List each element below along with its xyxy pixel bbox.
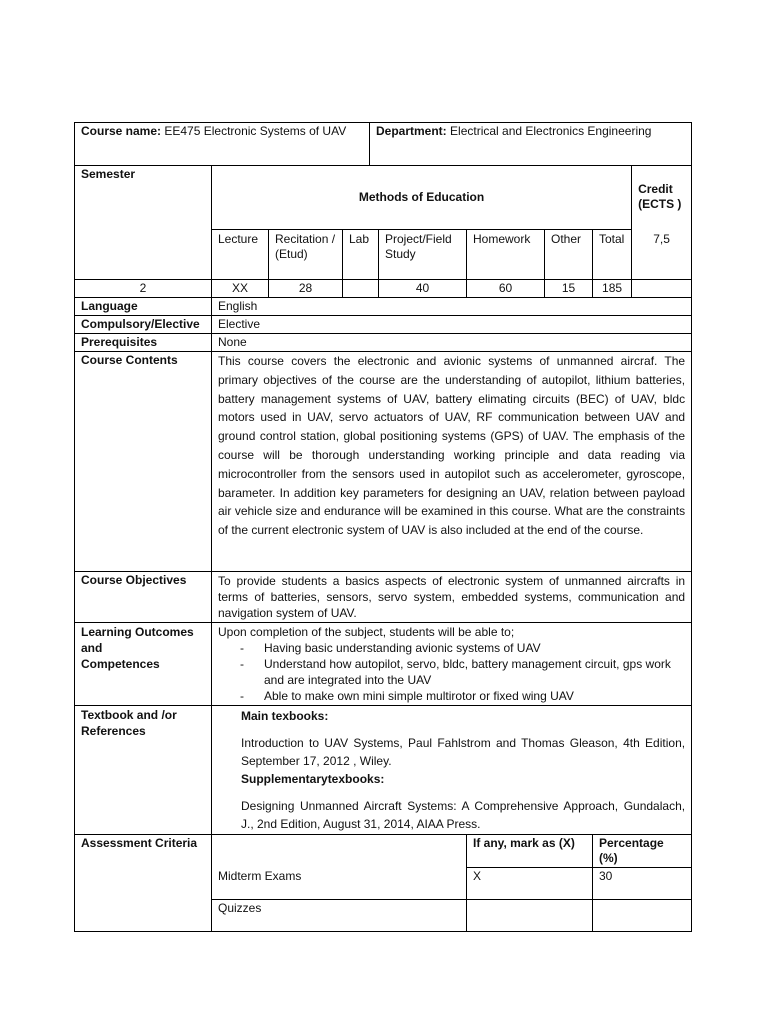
assessment-item-name: Midterm Exams — [212, 868, 467, 900]
course-details-table — [74, 165, 692, 932]
learning-outcomes-label — [75, 623, 212, 706]
val-recitation: 28 — [269, 280, 343, 298]
semester-label: Semester — [75, 166, 212, 280]
list-item: - Able to make own mini simple multirotor or fixed wing UAV — [240, 688, 685, 704]
course-objectives-label: Course Objectives — [75, 572, 212, 623]
department-value: Electrical and Electronics Engineering — [446, 124, 652, 138]
department-label: Department: — [376, 124, 447, 138]
prerequisites-label: Prerequisites — [75, 334, 212, 352]
course-name-cell — [75, 123, 370, 166]
compulsory-label: Compulsory/Elective — [75, 316, 212, 334]
learning-outcomes-label-1: Learning Outcomes — [81, 625, 194, 639]
val-lecture: XX — [212, 280, 269, 298]
supplementary-textbook-reference: Designing Unmanned Aircraft Systems: A Comprehensive Approach, Gundalach, J., 2nd Edition, August 31, 2014, AIAA Press. — [241, 799, 686, 831]
val-other: 15 — [545, 280, 593, 298]
val-project: 40 — [379, 280, 467, 298]
assessment-item-percentage: 30 — [593, 868, 692, 900]
assessment-item-percentage — [593, 900, 692, 932]
learning-outcomes-intro: Upon completion of the subject, students will be able to; — [218, 625, 515, 639]
assessment-percentage-header: Percentage (%) — [593, 835, 692, 868]
learning-outcomes-value — [212, 623, 692, 706]
assessment-item-name: Quizzes — [212, 900, 467, 932]
department-cell — [370, 123, 692, 166]
assessment-mark-header: If any, mark as (X) — [467, 835, 593, 868]
course-objectives-value: To provide students a basics aspects of electronic system of unmanned aircrafts in terms of batteries, sensors, servo system, embedded systems, communication and navigation system of UAV. — [212, 572, 692, 623]
language-label: Language — [75, 298, 212, 316]
val-lab — [343, 280, 379, 298]
credit-label — [632, 166, 692, 280]
textbook-label: Textbook and /or References — [75, 706, 212, 835]
textbook-value — [212, 706, 692, 835]
course-name-value: EE475 Electronic Systems of UAV — [161, 124, 347, 138]
credit-spacer — [632, 280, 692, 298]
col-homework: Homework — [467, 230, 545, 280]
col-recitation: Recitation / (Etud) — [269, 230, 343, 280]
col-lab: Lab — [343, 230, 379, 280]
language-value: English — [212, 298, 692, 316]
val-total: 185 — [593, 280, 632, 298]
semester-value: 2 — [75, 280, 212, 298]
course-name-label: Course name: — [81, 124, 162, 138]
list-item: - Understand how autopilot, servo, bldc, battery management circuit, gps work and are integrated into the UAV — [240, 656, 685, 688]
list-item: - Having basic understanding avionic systems of UAV — [240, 640, 685, 656]
main-textbooks-heading: Main texbooks: — [241, 709, 329, 723]
col-other: Other — [545, 230, 593, 280]
supplementary-textbooks-heading: Supplementarytexbooks: — [241, 772, 385, 786]
assessment-item-mark — [467, 900, 593, 932]
course-contents-label: Course Contents — [75, 352, 212, 572]
learning-outcomes-label-3: Competences — [81, 657, 160, 671]
methods-title: Methods of Education — [212, 166, 632, 230]
course-contents-value: This course covers the electronic and avionic systems of unmanned aircraf. The primary objectives of the course are the understanding of autopilot, lithium batteries, battery management systems of UAV, battery elimating circuits (BEC) of UAV, bldc motors used in UAV, servo actuators of UAV, RF communication between UAV and ground control station, global positioning systems (GPS) of UAV. The emphasis of the course will be thorough understanding working principle and data reading via microcontroller from the sensors used in autopilot such as accelerometer, gyroscope, barameter. In addition key parameters for designing an UAV, relation between payload air vehicle size and endurance will be examined in this course. What are the constraints of the current electronic system of UAV is also included at the end of the course. — [212, 352, 692, 572]
val-homework: 60 — [467, 280, 545, 298]
assessment-header-blank — [212, 835, 467, 868]
learning-outcomes-list — [218, 640, 685, 704]
assessment-item-mark: X — [467, 868, 593, 900]
col-total: Total — [593, 230, 632, 280]
course-header-table — [74, 122, 692, 166]
compulsory-value: Elective — [212, 316, 692, 334]
col-lecture: Lecture — [212, 230, 269, 280]
assessment-criteria-label: Assessment Criteria — [75, 835, 212, 932]
main-textbook-reference: Introduction to UAV Systems, Paul Fahlstrom and Thomas Gleason, 4th Edition, September 17, 2012 , Wiley. — [241, 736, 686, 768]
credit-value: 7,5 — [653, 232, 670, 246]
learning-outcomes-label-2: and — [81, 641, 103, 655]
prerequisites-value: None — [212, 334, 692, 352]
credit-label-text: Credit (ECTS ) — [638, 182, 682, 211]
col-project: Project/Field Study — [379, 230, 467, 280]
